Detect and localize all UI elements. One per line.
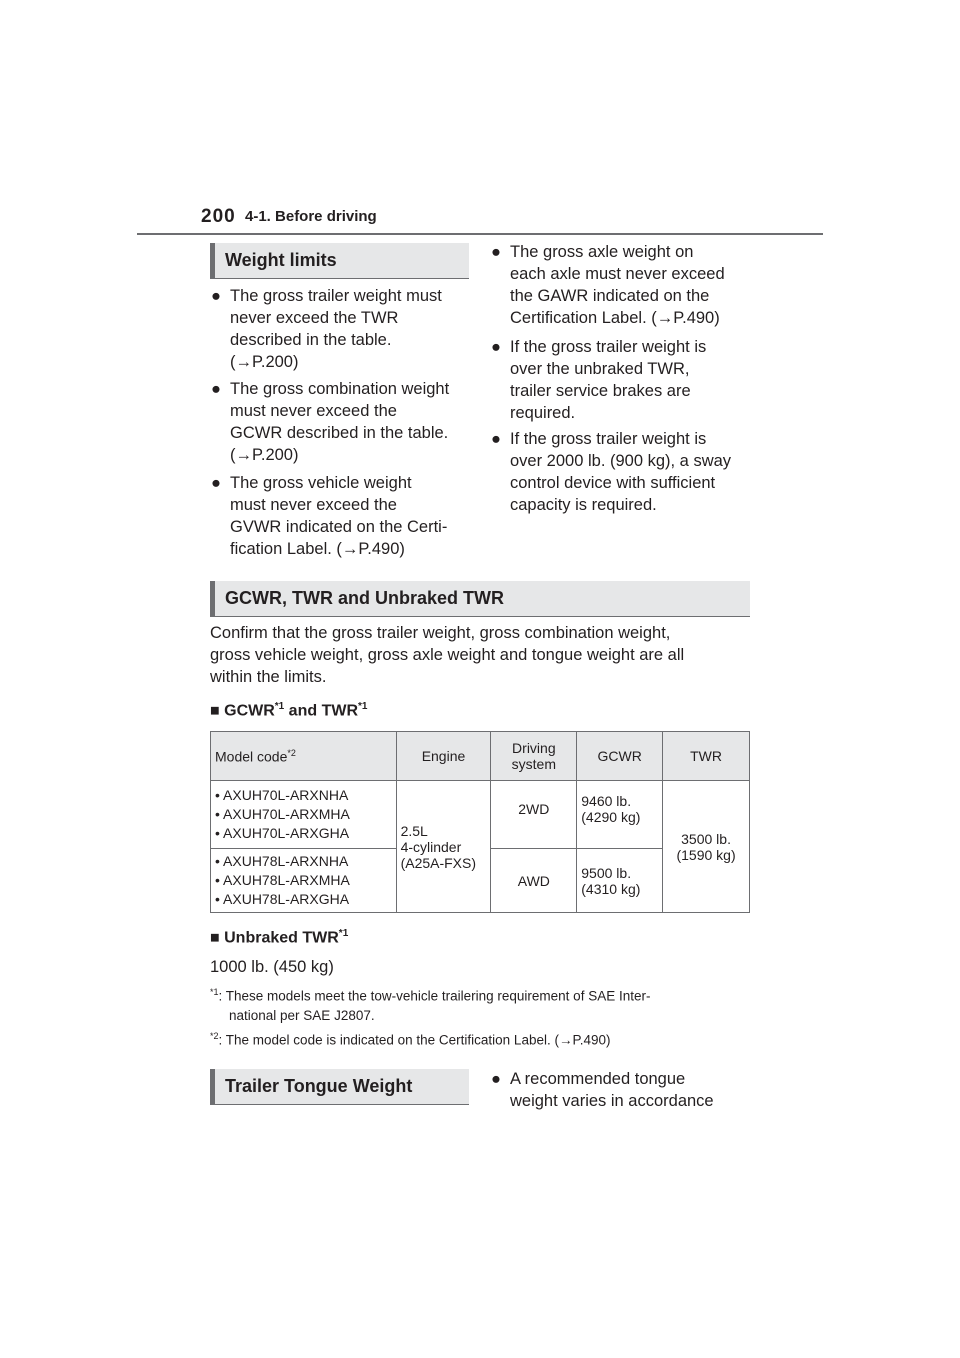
bullet-text: If the gross trailer weight is over the unbraked TWR, trailer service brakes are required. [510, 338, 707, 422]
drive-cell: AWD [491, 849, 577, 913]
table-header-row [211, 732, 750, 781]
unbraked-twr-subheading [210, 928, 348, 947]
gcwr-intro [210, 622, 684, 688]
bullet-text: If the gross trailer weight is over 2000 lb. (900 kg), a sway control device with sufficient capacity is required. [510, 430, 732, 514]
gcwr-cell: 9460 lb. (4290 kg) [577, 781, 663, 849]
model-code-cell: • AXUH78L-ARXNHA • AXUH78L-ARXMHA • AXUH78L-ARXGHA [211, 849, 397, 913]
subheading-text: GCWR [224, 702, 275, 720]
bullet-text: A recommended tongue weight varies in accordance [510, 1070, 714, 1110]
gcwr-cell: 9500 lb. (4310 kg) [577, 849, 663, 913]
intro-line: gross vehicle weight, gross axle weight and tongue weight are all [210, 646, 685, 664]
header-driving-system: Driving system [491, 732, 577, 781]
header-twr: TWR [663, 732, 750, 781]
table-row [211, 781, 750, 849]
bullet-icon: ● [211, 380, 221, 398]
header-model-code: Model code$^{*2}$ [211, 732, 397, 781]
page-number: 200 [201, 206, 236, 227]
gcwr-twr-table [210, 731, 750, 913]
gcwr-twr-subheading [210, 701, 367, 720]
bullet-text: The gross axle weight on each axle must never exceed the GAWR indicated on the Certification Label. (→P.490) [510, 243, 725, 327]
square-marker-icon: ■ [210, 702, 220, 720]
bullet-icon: ● [211, 474, 221, 492]
square-marker-icon: ■ [210, 929, 220, 947]
header-divider [137, 233, 823, 235]
header-gcwr: GCWR [577, 732, 663, 781]
bullet-text: The gross combination weight must never exceed the GCWR described in the table. (→P.200) [230, 380, 450, 464]
bullet-icon: ● [491, 243, 501, 261]
intro-line: within the limits. [210, 668, 327, 686]
twr-cell: 3500 lb. (1590 kg) [663, 781, 750, 913]
bullet-icon: ● [491, 430, 501, 448]
bullet-icon: ● [491, 1070, 501, 1088]
bullet-icon: ● [211, 287, 221, 305]
footnote-ref: *1 [338, 928, 349, 939]
tongue-weight-heading: Trailer Tongue Weight [210, 1069, 469, 1105]
footnote-2: $^{*2}$: The model code is indicated on the Certification Label. (→P.490) [210, 1031, 611, 1048]
subheading-text: Unbraked TWR [224, 929, 339, 947]
section-title: 4-1. Before driving [245, 208, 377, 225]
engine-cell: 2.5L 4-cylinder (A25A-FXS) [396, 781, 491, 913]
footnote-ref: *1 [358, 701, 368, 712]
bullet-text: The gross trailer weight must never exceed the TWR described in the table. (→P.200) [230, 287, 442, 371]
footnote-ref: *1 [274, 701, 285, 712]
unbraked-twr-value: 1000 lb. (450 kg) [210, 958, 334, 976]
bullet-icon: ● [491, 338, 501, 356]
weight-limits-heading: Weight limits [210, 243, 469, 279]
intro-line: Confirm that the gross trailer weight, gross combination weight, [210, 624, 671, 642]
bullet-text: The gross vehicle weight must never exceed the GVWR indicated on the Certi- fication Label. (→P.490) [230, 474, 448, 558]
header-engine: Engine [396, 732, 491, 781]
model-code-cell: • AXUH70L-ARXNHA • AXUH70L-ARXMHA • AXUH70L-ARXGHA [211, 781, 397, 849]
drive-cell: 2WD [491, 781, 577, 849]
subheading-text: and TWR [284, 702, 358, 720]
footnote-1: $^{*1}$: These models meet the tow-vehicle trailering requirement of SAE Inter- national per SAE J2807. [210, 987, 651, 1023]
gcwr-heading: GCWR, TWR and Unbraked TWR [210, 581, 750, 617]
